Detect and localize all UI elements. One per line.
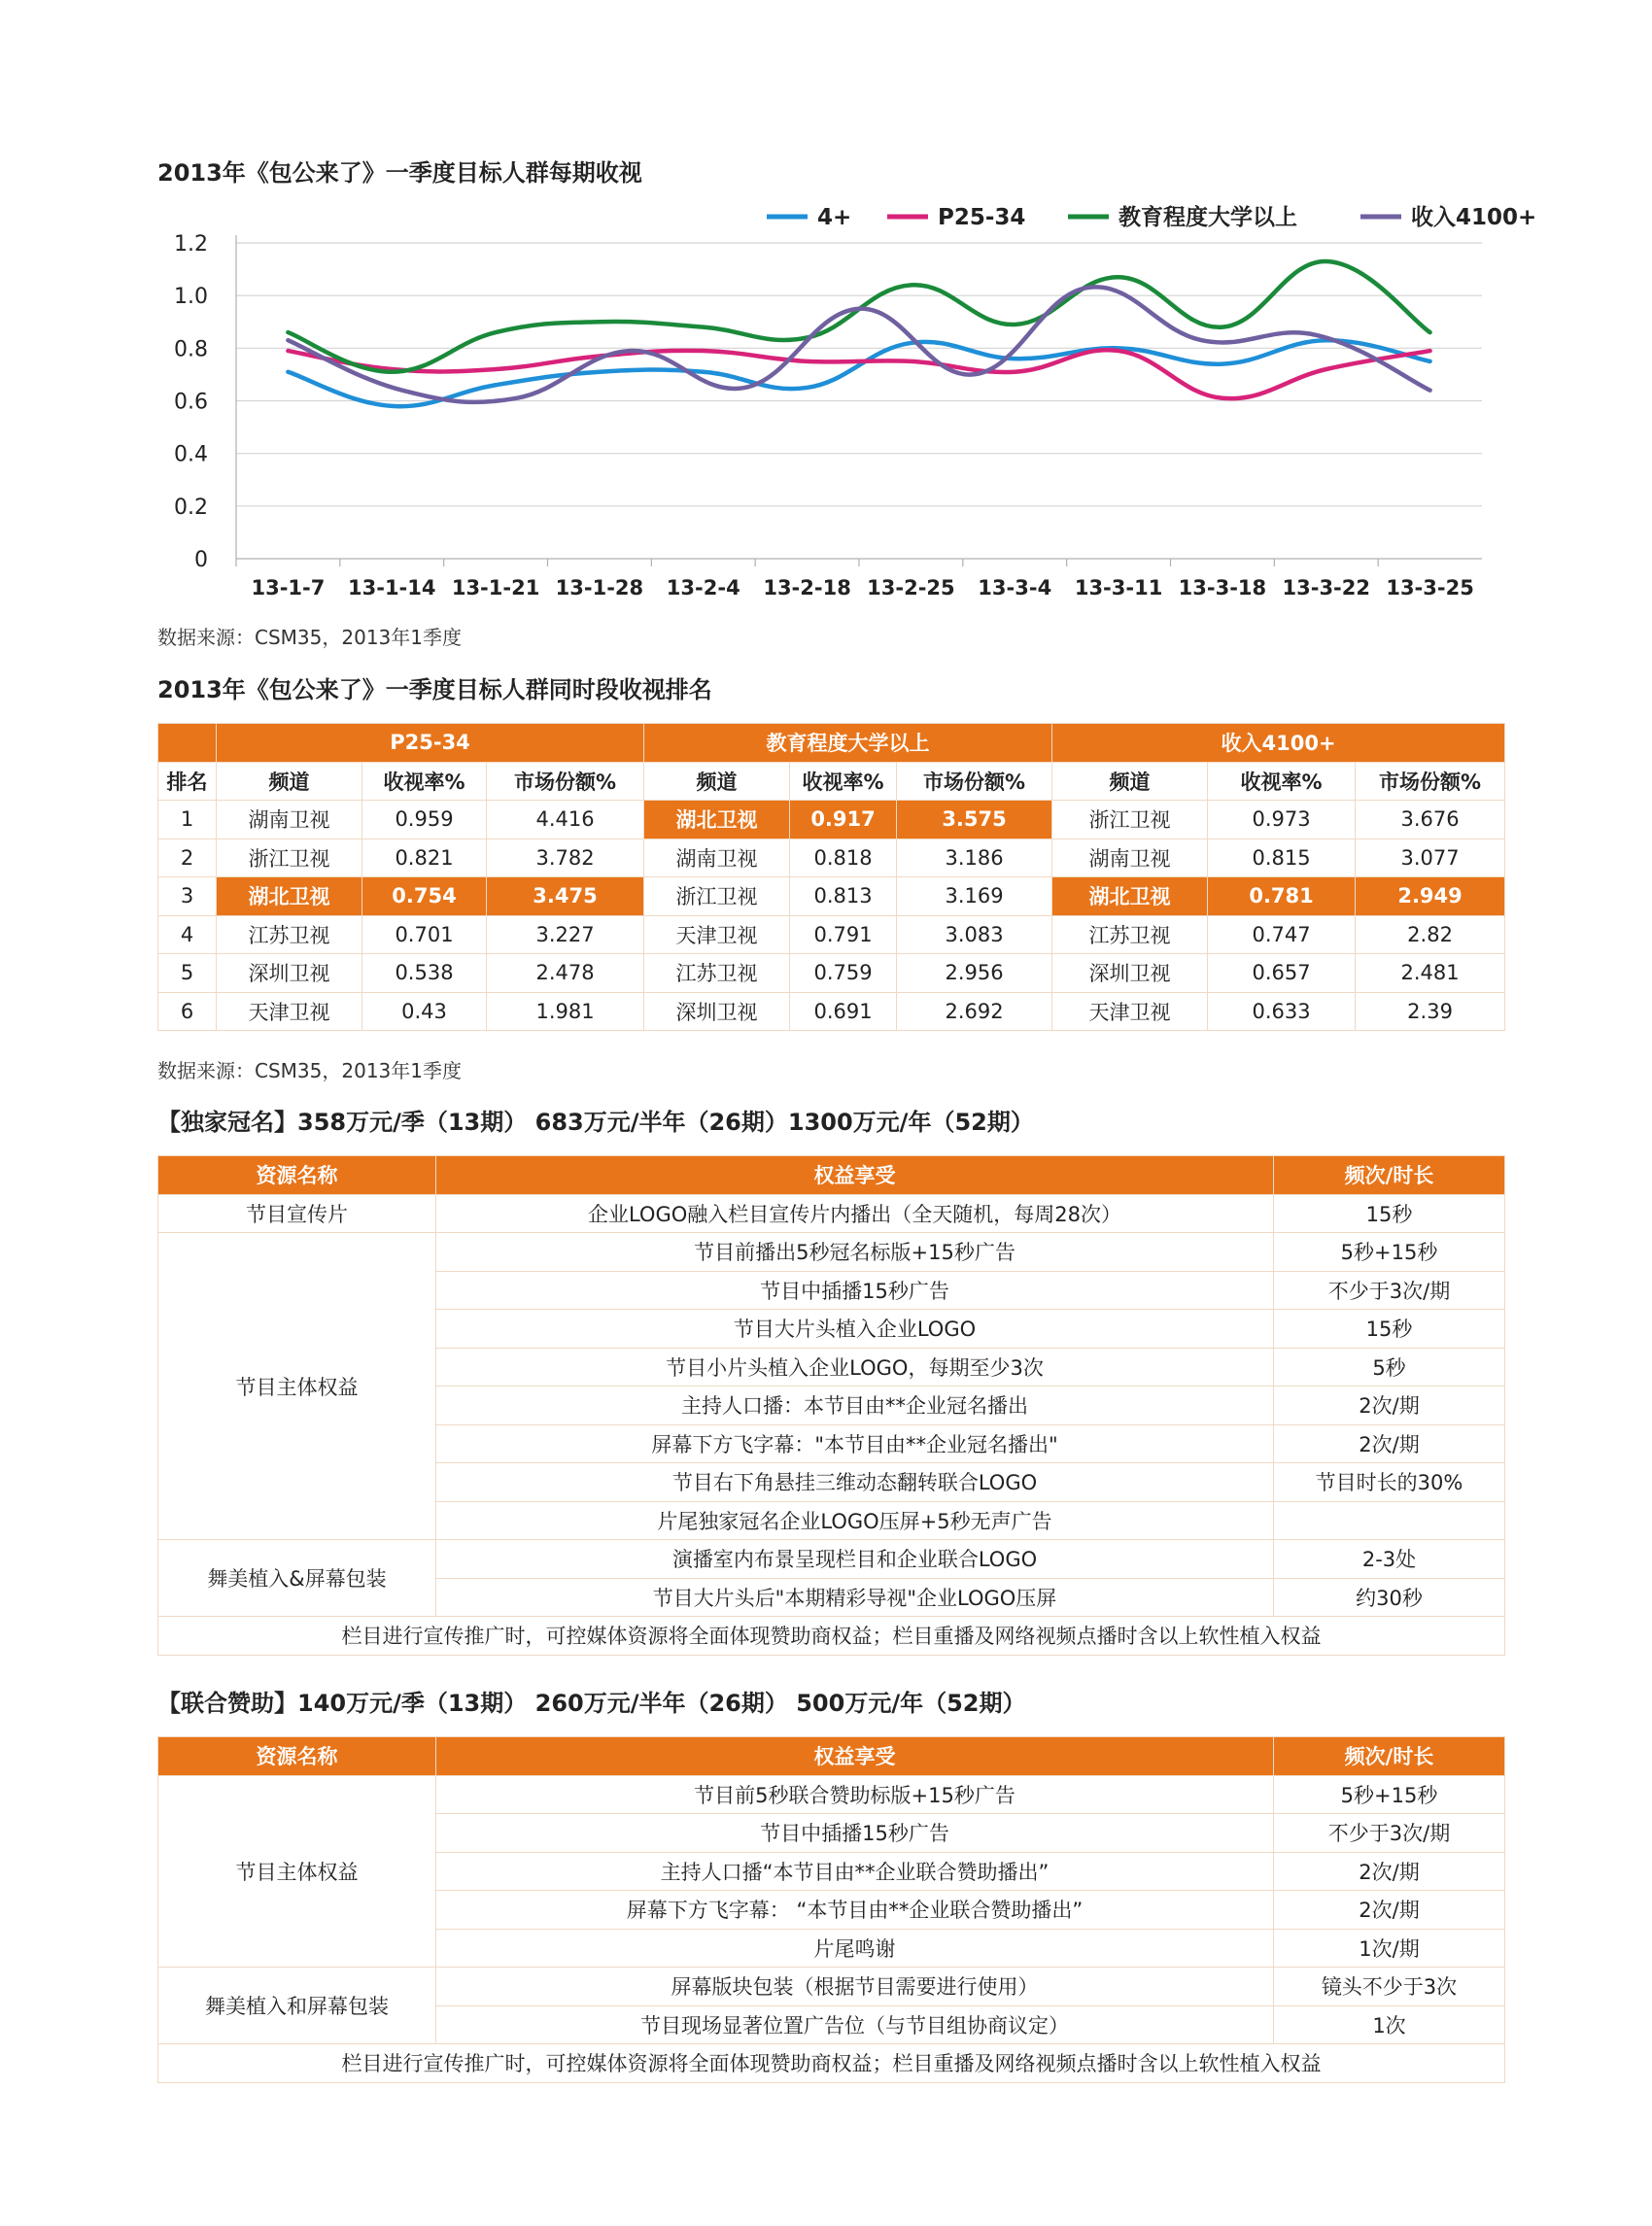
legend-label: 教育程度大学以上 bbox=[1119, 205, 1297, 230]
chart-grid bbox=[236, 235, 1482, 566]
share-cell: 2.481 bbox=[1356, 954, 1505, 993]
rank-cell: 2 bbox=[158, 839, 217, 877]
rating-cell: 0.791 bbox=[790, 915, 897, 954]
rank-cell: 4 bbox=[158, 915, 217, 954]
share-cell: 3.186 bbox=[897, 839, 1052, 877]
benefit-row bbox=[158, 1233, 1505, 1272]
channel-cell: 天津卫视 bbox=[1052, 992, 1208, 1031]
footer-row bbox=[158, 2044, 1505, 2083]
sub-header: 频道 bbox=[217, 762, 362, 801]
share-cell: 3.227 bbox=[487, 915, 644, 954]
resource-name-cell: 节目主体权益 bbox=[158, 1233, 436, 1540]
share-cell: 4.416 bbox=[487, 801, 644, 839]
sub-header: 频道 bbox=[644, 762, 790, 801]
rating-cell: 0.973 bbox=[1208, 801, 1356, 839]
footer-note: 栏目进行宣传推广时，可控媒体资源将全面体现赞助商权益；栏目重播及网络视频点播时含以上软性植入权益 bbox=[158, 2044, 1505, 2083]
y-tick-label: 0.4 bbox=[174, 442, 208, 467]
channel-cell: 浙江卫视 bbox=[1052, 801, 1208, 839]
ranking-corner bbox=[158, 724, 217, 763]
ranking-row bbox=[158, 954, 1505, 993]
rank-cell: 6 bbox=[158, 992, 217, 1031]
x-tick-label: 13-3-22 bbox=[1282, 576, 1370, 599]
frequency-cell: 5秒+15秒 bbox=[1274, 1775, 1505, 1814]
rating-cell: 0.747 bbox=[1208, 915, 1356, 954]
benefit-cell: 节目大片头植入企业LOGO bbox=[436, 1310, 1274, 1349]
share-cell: 3.077 bbox=[1356, 839, 1505, 877]
joint-table bbox=[157, 1736, 1505, 2083]
share-cell: 3.475 bbox=[487, 877, 644, 916]
ranking-table bbox=[157, 723, 1505, 1031]
benefit-cell: 演播室内布景呈现栏目和企业联合LOGO bbox=[436, 1540, 1274, 1579]
benefit-row bbox=[158, 1194, 1505, 1233]
exclusive-title: 【独家冠名】358万元/季（13期） 683万元/半年（26期）1300万元/年（52期） bbox=[157, 1109, 1034, 1136]
frequency-cell: 2次/期 bbox=[1274, 1852, 1505, 1891]
legend-label: 收入4100+ bbox=[1411, 205, 1537, 230]
y-tick-label: 1.2 bbox=[174, 232, 208, 257]
x-tick-label: 13-1-7 bbox=[251, 576, 326, 599]
sub-header: 频道 bbox=[1052, 762, 1208, 801]
ranking-row bbox=[158, 877, 1505, 916]
channel-cell: 湖北卫视 bbox=[217, 877, 362, 916]
rating-cell: 0.43 bbox=[362, 992, 487, 1031]
x-tick-label: 13-3-11 bbox=[1074, 576, 1163, 599]
channel-cell: 浙江卫视 bbox=[217, 839, 362, 877]
group-header-edu: 教育程度大学以上 bbox=[644, 724, 1052, 763]
benefit-row bbox=[158, 1775, 1505, 1814]
rating-cell: 0.917 bbox=[790, 801, 897, 839]
share-cell: 3.169 bbox=[897, 877, 1052, 916]
frequency-cell: 15秒 bbox=[1274, 1194, 1505, 1233]
benefit-cell: 主持人口播“本节目由**企业联合赞助播出” bbox=[436, 1852, 1274, 1891]
x-tick-label: 13-1-21 bbox=[451, 576, 540, 599]
resource-name-cell: 舞美植入和屏幕包装 bbox=[158, 1968, 436, 2044]
rating-cell: 0.691 bbox=[790, 992, 897, 1031]
rating-cell: 0.815 bbox=[1208, 839, 1356, 877]
col-header-frequency: 频次/时长 bbox=[1274, 1737, 1505, 1776]
col-header-benefit: 权益享受 bbox=[436, 1737, 1274, 1776]
legend-label: 4+ bbox=[817, 205, 852, 230]
resource-name-cell: 节目主体权益 bbox=[158, 1775, 436, 1968]
share-cell: 2.82 bbox=[1356, 915, 1505, 954]
channel-cell: 浙江卫视 bbox=[644, 877, 790, 916]
y-axis-ticks bbox=[174, 232, 208, 572]
benefit-cell: 企业LOGO融入栏目宣传片内播出（全天随机，每周28次） bbox=[436, 1194, 1274, 1233]
benefit-cell: 节目中插播15秒广告 bbox=[436, 1814, 1274, 1853]
frequency-cell: 不少于3次/期 bbox=[1274, 1271, 1505, 1310]
channel-cell: 湖南卫视 bbox=[1052, 839, 1208, 877]
x-tick-label: 13-2-4 bbox=[666, 576, 740, 599]
ranking-row bbox=[158, 801, 1505, 839]
frequency-cell: 约30秒 bbox=[1274, 1578, 1505, 1617]
frequency-cell: 2次/期 bbox=[1274, 1424, 1505, 1463]
x-tick-label: 13-2-25 bbox=[867, 576, 955, 599]
line-chart bbox=[157, 199, 1537, 607]
ranking-row bbox=[158, 915, 1505, 954]
rank-header: 排名 bbox=[158, 762, 217, 801]
frequency-cell: 15秒 bbox=[1274, 1310, 1505, 1349]
share-cell: 2.956 bbox=[897, 954, 1052, 993]
x-tick-label: 13-2-18 bbox=[763, 576, 851, 599]
legend-label: P25-34 bbox=[938, 205, 1026, 230]
rating-cell: 0.538 bbox=[362, 954, 487, 993]
x-tick-label: 13-1-14 bbox=[348, 576, 436, 599]
chart-source: 数据来源：CSM35，2013年1季度 bbox=[157, 626, 462, 649]
ranking-row bbox=[158, 992, 1505, 1031]
joint-title: 【联合赞助】140万元/季（13期） 260万元/半年（26期） 500万元/年（52期） bbox=[157, 1690, 1026, 1717]
rating-cell: 0.821 bbox=[362, 839, 487, 877]
frequency-cell: 节目时长的30% bbox=[1274, 1463, 1505, 1502]
frequency-cell: 不少于3次/期 bbox=[1274, 1814, 1505, 1853]
benefit-row bbox=[158, 1540, 1505, 1579]
group-header-p25: P25-34 bbox=[217, 724, 644, 763]
col-header-resource: 资源名称 bbox=[158, 1156, 436, 1195]
sub-header: 收视率% bbox=[362, 762, 487, 801]
frequency-cell bbox=[1274, 1501, 1505, 1540]
channel-cell: 天津卫视 bbox=[217, 992, 362, 1031]
share-cell: 3.083 bbox=[897, 915, 1052, 954]
rating-cell: 0.633 bbox=[1208, 992, 1356, 1031]
benefit-cell: 节目前5秒联合赞助标版+15秒广告 bbox=[436, 1775, 1274, 1814]
rank-cell: 1 bbox=[158, 801, 217, 839]
share-cell: 2.949 bbox=[1356, 877, 1505, 916]
channel-cell: 江苏卫视 bbox=[644, 954, 790, 993]
share-cell: 1.981 bbox=[487, 992, 644, 1031]
ranking-source: 数据来源：CSM35，2013年1季度 bbox=[157, 1059, 462, 1082]
x-tick-label: 13-1-28 bbox=[555, 576, 644, 599]
sub-header: 收视率% bbox=[790, 762, 897, 801]
rank-cell: 5 bbox=[158, 954, 217, 993]
channel-cell: 深圳卫视 bbox=[1052, 954, 1208, 993]
benefit-cell: 节目大片头后"本期精彩导视"企业LOGO压屏 bbox=[436, 1578, 1274, 1617]
sub-header: 市场份额% bbox=[897, 762, 1052, 801]
rating-cell: 0.818 bbox=[790, 839, 897, 877]
rating-cell: 0.959 bbox=[362, 801, 487, 839]
benefit-cell: 节目前播出5秒冠名标版+15秒广告 bbox=[436, 1233, 1274, 1272]
frequency-cell: 镜头不少于3次 bbox=[1274, 1968, 1505, 2006]
frequency-cell: 5秒 bbox=[1274, 1348, 1505, 1387]
benefit-cell: 节目现场显著位置广告位（与节目组协商议定） bbox=[436, 2005, 1274, 2044]
channel-cell: 天津卫视 bbox=[644, 915, 790, 954]
frequency-cell: 2-3处 bbox=[1274, 1540, 1505, 1579]
benefit-cell: 片尾鸣谢 bbox=[436, 1929, 1274, 1968]
footer-row bbox=[158, 1617, 1505, 1656]
rating-cell: 0.813 bbox=[790, 877, 897, 916]
chart-title: 2013年《包公来了》一季度目标人群每期收视 bbox=[157, 159, 642, 187]
col-header-resource: 资源名称 bbox=[158, 1737, 436, 1776]
ranking-title: 2013年《包公来了》一季度目标人群同时段收视排名 bbox=[157, 676, 712, 703]
channel-cell: 湖南卫视 bbox=[644, 839, 790, 877]
share-cell: 3.575 bbox=[897, 801, 1052, 839]
benefit-cell: 屏幕版块包装（根据节目需要进行使用） bbox=[436, 1968, 1274, 2006]
exclusive-table bbox=[157, 1155, 1505, 1656]
y-tick-label: 0.6 bbox=[174, 390, 208, 415]
benefit-cell: 主持人口播：本节目由**企业冠名播出 bbox=[436, 1387, 1274, 1425]
y-tick-label: 0.2 bbox=[174, 495, 208, 520]
sub-header: 市场份额% bbox=[1356, 762, 1505, 801]
frequency-cell: 5秒+15秒 bbox=[1274, 1233, 1505, 1272]
channel-cell: 江苏卫视 bbox=[217, 915, 362, 954]
rating-cell: 0.701 bbox=[362, 915, 487, 954]
chart-series bbox=[288, 261, 1429, 406]
share-cell: 3.676 bbox=[1356, 801, 1505, 839]
frequency-cell: 1次 bbox=[1274, 2005, 1505, 2044]
rank-cell: 3 bbox=[158, 877, 217, 916]
footer-note: 栏目进行宣传推广时，可控媒体资源将全面体现赞助商权益；栏目重播及网络视频点播时含以上软性植入权益 bbox=[158, 1617, 1505, 1656]
y-tick-label: 0.8 bbox=[174, 337, 208, 362]
channel-cell: 江苏卫视 bbox=[1052, 915, 1208, 954]
benefit-cell: 片尾独家冠名企业LOGO压屏+5秒无声广告 bbox=[436, 1501, 1274, 1540]
channel-cell: 深圳卫视 bbox=[644, 992, 790, 1031]
sub-header: 收视率% bbox=[1208, 762, 1356, 801]
resource-name-cell: 舞美植入&屏幕包装 bbox=[158, 1540, 436, 1617]
channel-cell: 湖南卫视 bbox=[217, 801, 362, 839]
series-line-income bbox=[288, 287, 1429, 402]
sub-header: 市场份额% bbox=[487, 762, 644, 801]
benefit-row bbox=[158, 1968, 1505, 2006]
resource-name-cell: 节目宣传片 bbox=[158, 1194, 436, 1233]
rating-cell: 0.657 bbox=[1208, 954, 1356, 993]
y-tick-label: 0 bbox=[194, 548, 208, 572]
ranking-row bbox=[158, 839, 1505, 877]
chart-legend bbox=[767, 204, 1536, 230]
share-cell: 3.782 bbox=[487, 839, 644, 877]
frequency-cell: 2次/期 bbox=[1274, 1891, 1505, 1930]
benefit-cell: 节目右下角悬挂三维动态翻转联合LOGO bbox=[436, 1463, 1274, 1502]
share-cell: 2.478 bbox=[487, 954, 644, 993]
x-tick-label: 13-3-4 bbox=[978, 576, 1052, 599]
rating-cell: 0.759 bbox=[790, 954, 897, 993]
x-tick-label: 13-3-18 bbox=[1178, 576, 1267, 599]
y-tick-label: 1.0 bbox=[174, 285, 208, 310]
group-header-income: 收入4100+ bbox=[1052, 724, 1505, 763]
frequency-cell: 1次/期 bbox=[1274, 1929, 1505, 1968]
channel-cell: 湖北卫视 bbox=[644, 801, 790, 839]
benefit-cell: 屏幕下方飞字幕： “本节目由**企业联合赞助播出” bbox=[436, 1891, 1274, 1930]
x-tick-label: 13-3-25 bbox=[1386, 576, 1474, 599]
frequency-cell: 2次/期 bbox=[1274, 1387, 1505, 1425]
col-header-frequency: 频次/时长 bbox=[1274, 1156, 1505, 1195]
x-axis-ticks bbox=[251, 576, 1473, 599]
share-cell: 2.692 bbox=[897, 992, 1052, 1031]
benefit-cell: 节目中插播15秒广告 bbox=[436, 1271, 1274, 1310]
rating-cell: 0.781 bbox=[1208, 877, 1356, 916]
channel-cell: 深圳卫视 bbox=[217, 954, 362, 993]
share-cell: 2.39 bbox=[1356, 992, 1505, 1031]
benefit-cell: 屏幕下方飞字幕："本节目由**企业冠名播出" bbox=[436, 1424, 1274, 1463]
benefit-cell: 节目小片头植入企业LOGO，每期至少3次 bbox=[436, 1348, 1274, 1387]
rating-cell: 0.754 bbox=[362, 877, 487, 916]
channel-cell: 湖北卫视 bbox=[1052, 877, 1208, 916]
col-header-benefit: 权益享受 bbox=[436, 1156, 1274, 1195]
